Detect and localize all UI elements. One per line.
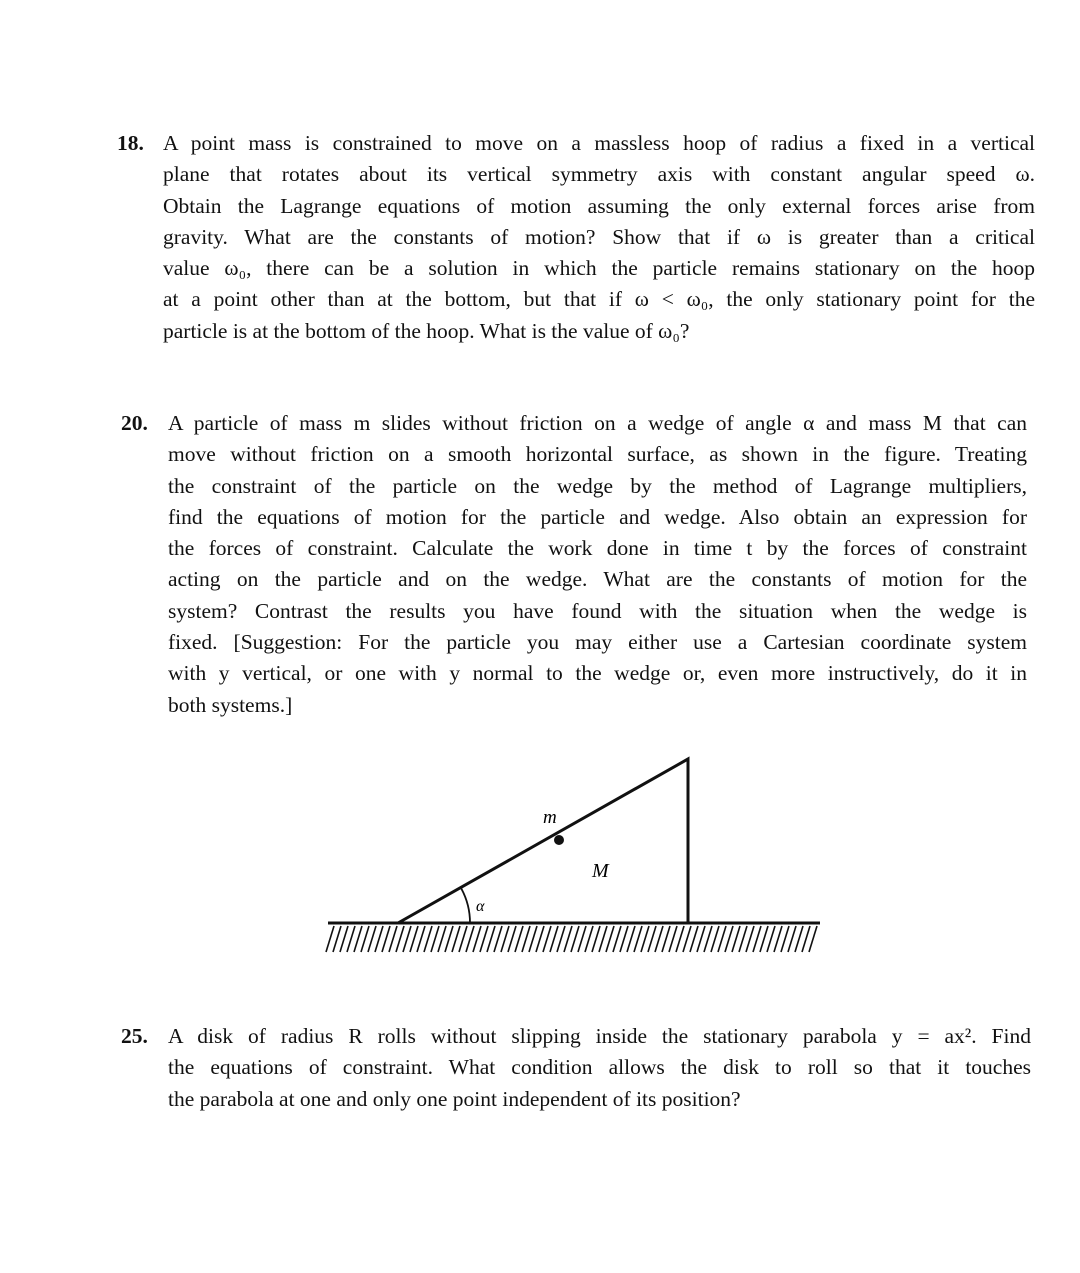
text-line: particle is at the bottom of the hoop. What is the value of ω₀? (163, 318, 690, 343)
text-line: fixed. [Suggestion: For the particle you may either use a Cartesian coordinate system (168, 630, 1027, 655)
text-line: at a point other than at the bottom, but that if ω < ω₀, the only stationary point for the (163, 287, 1035, 312)
text-line: the equations of constraint. What condition allows the disk to roll so that it touches (168, 1055, 1031, 1080)
problem-number: 18. (117, 131, 144, 155)
text-line: Obtain the Lagrange equations of motion assuming the only external forces arise from (163, 193, 1035, 218)
problem-18 (117, 128, 1035, 347)
text-line: plane that rotates about its vertical symmetry axis with constant angular speed ω. (163, 162, 1035, 187)
text-line: gravity. What are the constants of motion? Show that if ω is greater than a critical (163, 224, 1035, 249)
text-line: the parabola at one and only one point independent of its position? (168, 1086, 741, 1111)
text-line: the constraint of the particle on the wedge by the method of Lagrange multipliers, (168, 473, 1027, 498)
text-line: A particle of mass m slides without friction on a wedge of angle α and mass M that can (168, 411, 1027, 435)
particle-dot (554, 835, 564, 845)
text-line: find the equations of motion for the particle and wedge. Also obtain an expression for (168, 504, 1027, 529)
text-line: both systems.] (168, 692, 293, 717)
problem-text (168, 408, 1027, 721)
problem-text (168, 1021, 1031, 1115)
angle-label: α (476, 898, 485, 915)
wedge-figure (320, 745, 830, 965)
text-line: the forces of constraint. Calculate the work done in time t by the forces of constraint (168, 536, 1027, 561)
text-line: A disk of radius R rolls without slipping inside the stationary parabola y = ax². Find (168, 1024, 1031, 1048)
hatch-lines (326, 926, 817, 952)
problem-text (163, 128, 1035, 347)
text-line: move without friction on a smooth horizontal surface, as shown in the figure. Treating (168, 442, 1027, 467)
problem-20 (121, 408, 1027, 721)
text-line: with y vertical, or one with y normal to the wedge or, even more instructively, do it in (168, 661, 1027, 686)
text-line: value ω₀, there can be a solution in which the particle remains stationary on the hoop (163, 256, 1035, 281)
particle-label: m (543, 807, 557, 828)
wedge-label: M (592, 860, 609, 882)
text-line: system? Contrast the results you have found with the situation when the wedge is (168, 598, 1027, 623)
problem-25 (121, 1021, 1031, 1115)
text-line: acting on the particle and on the wedge. What are the constants of motion for the (168, 567, 1027, 592)
text-line: A point mass is constrained to move on a massless hoop of radius a fixed in a vertical (163, 131, 1035, 155)
wedge-body (398, 759, 688, 923)
problem-number: 25. (121, 1024, 148, 1048)
problem-number: 20. (121, 411, 148, 435)
